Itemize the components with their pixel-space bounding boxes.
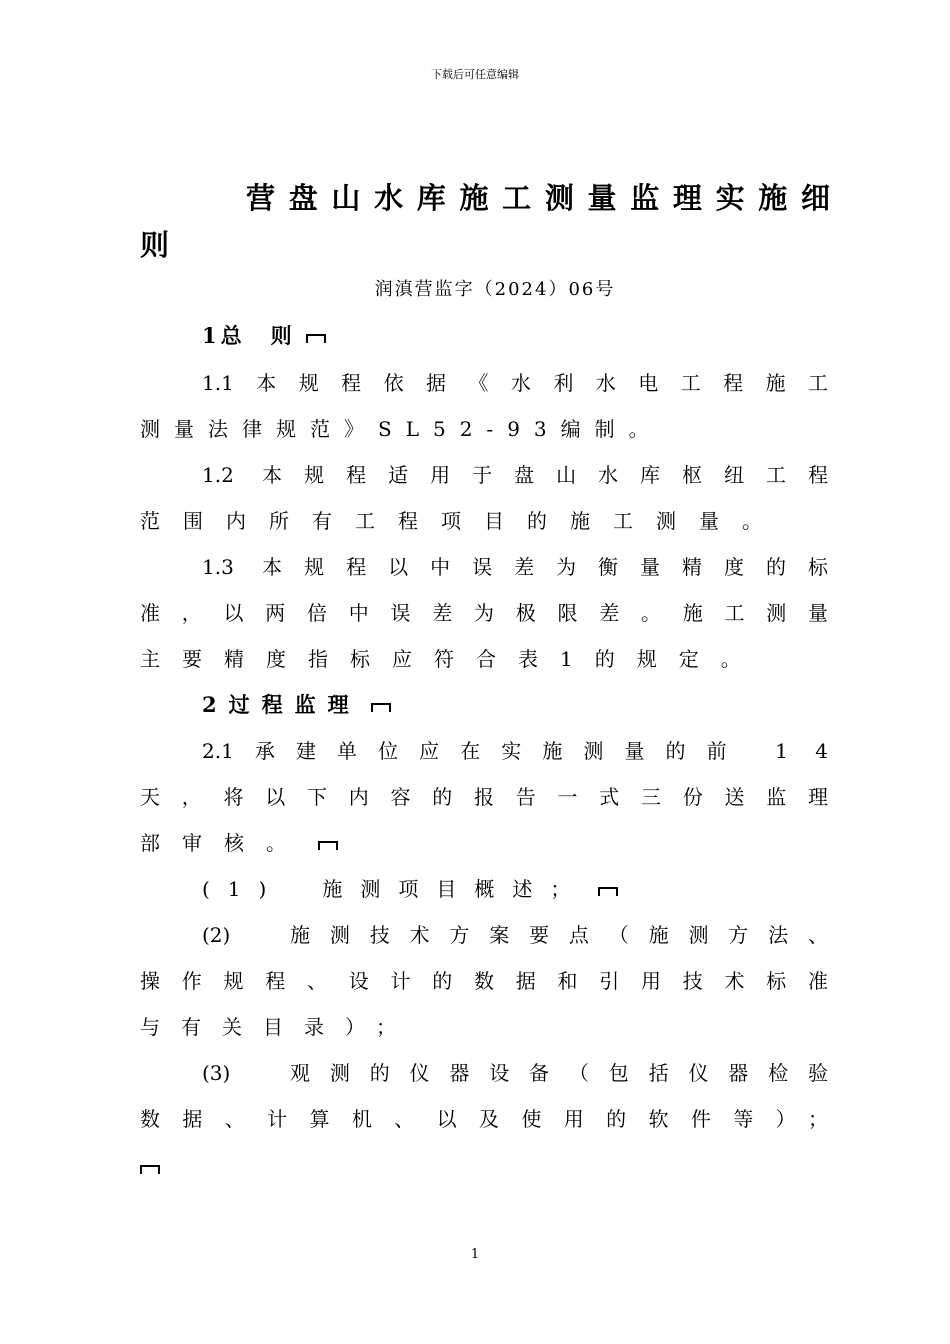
paragraph-2-1-line-2: 天，将以下内容的报告一式三份送监理: [140, 785, 828, 809]
document-title-line-2: 则: [140, 228, 170, 262]
paragraph-1-3-line-3: 主要精度指标应符合表1的规定。: [140, 647, 763, 671]
edit-mark-icon: [598, 885, 618, 897]
item-2-line-1: (2) 施测技术方案要点（施测方法、: [202, 923, 828, 947]
paragraph-1-1-line-2: 测量法律规范》SL52-93编制。: [140, 417, 663, 441]
item-1: [202, 873, 618, 902]
paragraph-1-1-line-1: 1.1本规程依据《水利水电工程施工: [202, 371, 828, 395]
section-1-heading-text: 1总 则: [202, 323, 296, 348]
paragraph-1-2-line-1: 1.2 本规程适用于盘山水库枢纽工程: [202, 463, 828, 487]
paragraph-2-1-line-3: [140, 827, 338, 856]
document-number: 润滇营监字（2024）06号: [374, 279, 616, 300]
item-3-line-1: (3) 观测的仪器设备（包括仪器检验: [202, 1061, 828, 1085]
page-header: 下载后可任意编辑: [431, 68, 519, 81]
paragraph-1-2-line-2: 范围内所有工程项目的施工测量。: [140, 509, 785, 533]
page-number: 1: [470, 1247, 480, 1262]
edit-mark-icon: [306, 332, 326, 344]
item-1-text: (1) 施测项目概述；: [202, 877, 589, 901]
item-3-line-2: 数据、计算机、以及使用的软件等）；: [140, 1107, 828, 1131]
edit-mark-icon: [140, 1160, 160, 1179]
edit-mark-icon: [318, 839, 338, 851]
section-2-heading: [202, 689, 391, 719]
paragraph-2-1-line-1: 2.1承建单位应在实施测量的前 1 4: [202, 739, 828, 763]
paragraph-2-1-line-3-text: 部审核。: [140, 831, 308, 855]
item-2-line-2: 操作规程、设计的数据和引用技术标准: [140, 969, 828, 993]
paragraph-1-3-line-1: 1.3 本规程以中误差为衡量精度的标: [202, 555, 828, 579]
section-2-heading-text: 2过程监理: [202, 692, 361, 717]
edit-mark-icon: [371, 701, 391, 713]
paragraph-1-3-line-2: 准，以两倍中误差为极限差。施工测量: [140, 601, 828, 625]
document-title-line-1: 营盘山水库施工测量监理实施细: [246, 181, 830, 215]
section-1-heading: [202, 320, 326, 350]
item-2-line-3: 与有关目录）；: [140, 1015, 417, 1039]
